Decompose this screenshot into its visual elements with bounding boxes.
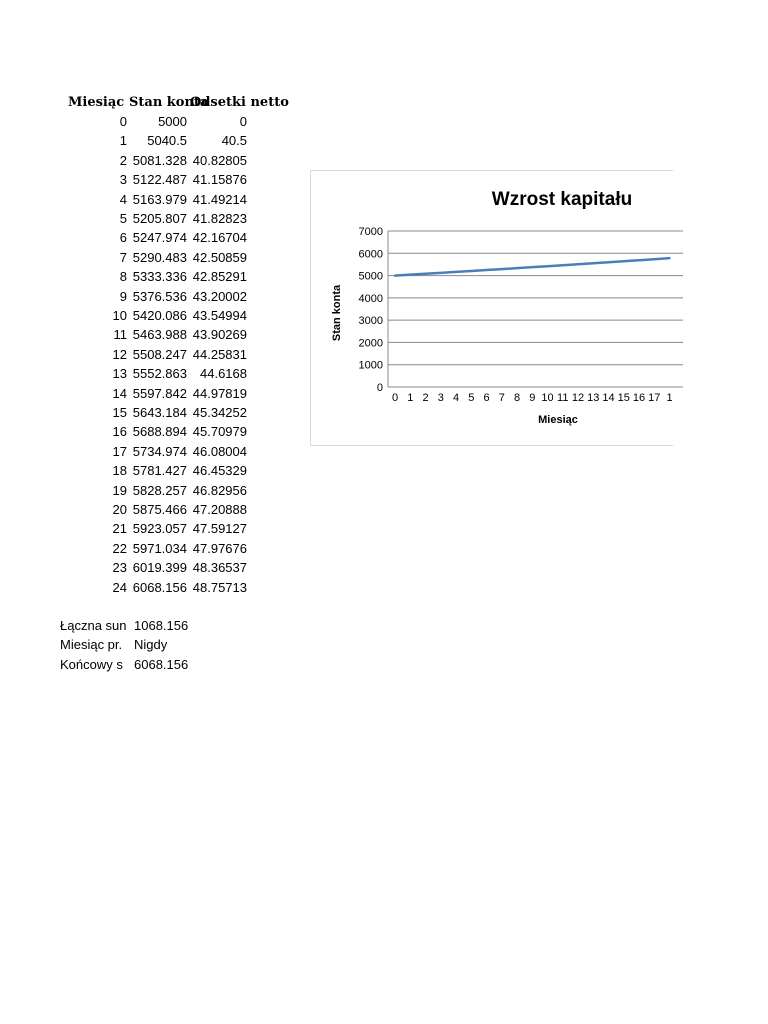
y-tick-label: 1000: [358, 359, 383, 372]
month-cell[interactable]: 6: [119, 230, 127, 246]
table-row: [0, 306, 260, 325]
x-tick-label: 8: [513, 392, 521, 404]
interest-cell[interactable]: 46.82956: [192, 482, 247, 498]
x-tick-label: 0: [391, 392, 399, 404]
table-row: [0, 228, 260, 247]
interest-cell[interactable]: 42.16704: [192, 230, 247, 246]
month-cell[interactable]: 9: [119, 288, 127, 304]
table-row: [0, 442, 260, 461]
chart-container[interactable]: [310, 170, 673, 446]
month-cell[interactable]: 2: [119, 152, 127, 168]
interest-cell[interactable]: 46.08004: [192, 443, 247, 459]
month-cell[interactable]: 19: [112, 482, 127, 498]
balance-cell[interactable]: 5040.5: [147, 133, 187, 149]
month-cell[interactable]: 22: [112, 540, 127, 556]
table-row: [0, 325, 260, 344]
interest-cell[interactable]: 44.97819: [192, 385, 247, 401]
month-cell[interactable]: 24: [112, 579, 127, 595]
table-row: [0, 403, 260, 422]
y-tick-label: 5000: [358, 270, 383, 283]
month-cell[interactable]: 8: [119, 269, 127, 285]
interest-cell[interactable]: 0: [239, 114, 247, 129]
interest-cell[interactable]: 43.54994: [192, 308, 247, 323]
month-cell[interactable]: 11: [113, 327, 127, 343]
interest-cell[interactable]: 43.20002: [192, 288, 247, 304]
chart-title: Wzrost kapitału: [491, 189, 633, 210]
month-cell[interactable]: 5: [119, 211, 127, 226]
x-tick-label: 3: [437, 392, 444, 404]
interest-cell[interactable]: 43.90269: [192, 327, 247, 343]
total-interest-label[interactable]: Łączna sun: [60, 618, 127, 633]
interest-cell[interactable]: 42.85291: [192, 269, 247, 285]
balance-cell[interactable]: 5875.466: [132, 502, 187, 517]
month-cell[interactable]: 15: [112, 405, 127, 420]
total-interest-value[interactable]: 1068.156: [134, 618, 189, 633]
interest-cell[interactable]: 45.70979: [192, 424, 247, 440]
table-row: [0, 578, 260, 597]
balance-cell[interactable]: 5508.247: [132, 346, 187, 362]
header-stan-konta[interactable]: Stan konta: [129, 95, 209, 110]
header-odsetki-netto[interactable]: Odsetki netto: [190, 95, 289, 110]
table-row: [0, 248, 260, 267]
balance-cell[interactable]: 5081.328: [132, 152, 187, 168]
x-tick-label: 11: [557, 392, 569, 404]
x-tick-label: 2: [422, 392, 429, 404]
balance-cell[interactable]: 5420.086: [132, 308, 187, 323]
interest-cell[interactable]: 47.20888: [192, 502, 247, 517]
table-row: [0, 461, 260, 480]
x-tick-label: 7: [498, 392, 505, 404]
x-tick-label: 4: [452, 392, 460, 404]
table-row: [0, 345, 260, 364]
month-cell[interactable]: 3: [119, 172, 127, 188]
final-balance-row: [60, 655, 260, 674]
final-balance-value[interactable]: 6068.156: [134, 656, 189, 672]
balance-cell[interactable]: 5463.988: [132, 327, 187, 343]
header-miesiac[interactable]: Miesiąc: [68, 95, 125, 110]
target-month-value[interactable]: Nigdy: [134, 637, 168, 653]
balance-cell[interactable]: 6068.156: [132, 579, 187, 595]
month-cell[interactable]: 23: [112, 560, 127, 576]
line-chart: [311, 171, 673, 445]
x-tick-label: 5: [468, 392, 475, 404]
interest-cell[interactable]: 44.25831: [192, 346, 247, 362]
balance-cell[interactable]: 5122.487: [132, 172, 187, 188]
x-axis-title: Miesiąc: [538, 414, 578, 426]
table-row: [0, 151, 260, 170]
table-row: [0, 519, 260, 538]
balance-cell[interactable]: 5971.034: [132, 540, 187, 556]
table-row: [0, 558, 260, 577]
interest-cell[interactable]: 47.97676: [192, 540, 247, 556]
y-axis-title: Stan konta: [331, 284, 343, 342]
balance-cell[interactable]: 5597.842: [132, 385, 187, 401]
target-month-label[interactable]: Miesiąc pr.: [60, 637, 123, 653]
interest-cell[interactable]: 41.82823: [192, 211, 247, 226]
y-tick-label: 0: [376, 382, 383, 394]
table-row: [0, 267, 260, 286]
x-tick-label: 12: [571, 392, 585, 404]
target-month-row: [60, 635, 260, 654]
y-tick-label: 2000: [358, 337, 383, 350]
x-tick-label: 9: [529, 392, 536, 404]
table-row: [0, 170, 260, 189]
interest-cell[interactable]: 48.75713: [192, 579, 247, 595]
month-cell[interactable]: 18: [112, 463, 127, 479]
final-balance-label[interactable]: Końcowy s: [60, 656, 123, 672]
table-row: [0, 539, 260, 558]
month-cell[interactable]: 0: [119, 114, 127, 129]
month-cell[interactable]: 10: [112, 308, 127, 323]
balance-cell[interactable]: 5163.979: [132, 191, 187, 207]
table-row: [0, 481, 260, 500]
y-tick-label: 6000: [358, 248, 383, 261]
interest-cell[interactable]: 40.5: [221, 133, 247, 149]
interest-cell[interactable]: 44.6168: [200, 366, 247, 382]
balance-cell[interactable]: 5781.427: [132, 463, 187, 479]
y-tick-label: 4000: [358, 292, 383, 305]
interest-cell[interactable]: 46.45329: [192, 463, 247, 479]
balance-cell[interactable]: 6019.399: [132, 560, 187, 576]
balance-cell[interactable]: 5333.336: [132, 269, 187, 285]
x-tick-label: 14: [602, 392, 615, 404]
balance-cell[interactable]: 5828.257: [132, 482, 187, 498]
y-tick-label: 3000: [358, 315, 383, 328]
table-row: [0, 209, 260, 228]
table-row: [0, 112, 260, 131]
table-row: [0, 384, 260, 403]
month-cell[interactable]: 14: [112, 385, 127, 401]
interest-cell[interactable]: 41.15876: [192, 172, 247, 188]
y-tick-label: 7000: [358, 226, 383, 238]
table-row: [0, 364, 260, 383]
balance-cell[interactable]: 5923.057: [132, 521, 187, 537]
table-row: [0, 131, 260, 150]
table-row: [0, 500, 260, 519]
balance-cell[interactable]: 5376.536: [132, 288, 187, 304]
x-tick-label: 15: [617, 392, 630, 404]
x-tick-label: 6: [483, 392, 490, 404]
month-cell[interactable]: 21: [112, 521, 127, 537]
balance-cell[interactable]: 5552.863: [132, 366, 187, 382]
total-interest-row: [60, 616, 260, 635]
month-cell[interactable]: 7: [119, 249, 127, 265]
balance-cell[interactable]: 5247.974: [132, 230, 187, 246]
x-tick-label: 13: [587, 392, 600, 404]
interest-cell[interactable]: 47.59127: [192, 521, 247, 537]
interest-cell[interactable]: 45.34252: [192, 405, 247, 420]
balance-cell[interactable]: 5734.974: [132, 443, 187, 459]
x-tick-label: 10: [541, 392, 554, 404]
month-cell[interactable]: 20: [112, 502, 127, 517]
x-tick-label: 1: [407, 392, 414, 404]
interest-cell[interactable]: 48.36537: [192, 560, 247, 576]
month-cell[interactable]: 16: [112, 424, 127, 440]
month-cell[interactable]: 4: [119, 191, 127, 207]
x-tick-label: 17: [648, 392, 661, 404]
x-tick-label: 16: [632, 392, 646, 404]
balance-cell[interactable]: 5205.807: [132, 211, 187, 226]
table-row: [0, 287, 260, 306]
interest-cell[interactable]: 42.50859: [192, 249, 247, 265]
series-line: [395, 258, 670, 275]
table-row: [0, 422, 260, 441]
interest-cell[interactable]: 41.49214: [192, 191, 247, 207]
balance-cell[interactable]: 5000: [158, 114, 187, 129]
month-cell[interactable]: 1: [119, 133, 127, 149]
month-cell[interactable]: 13: [112, 366, 127, 382]
x-tick-label: 1: [666, 392, 673, 404]
interest-cell[interactable]: 40.82805: [192, 152, 247, 168]
month-cell[interactable]: 17: [112, 443, 127, 459]
balance-cell[interactable]: 5643.184: [132, 405, 187, 420]
month-cell[interactable]: 12: [112, 346, 127, 362]
balance-cell[interactable]: 5688.894: [132, 424, 187, 440]
balance-cell[interactable]: 5290.483: [132, 249, 187, 265]
table-row: [0, 190, 260, 209]
